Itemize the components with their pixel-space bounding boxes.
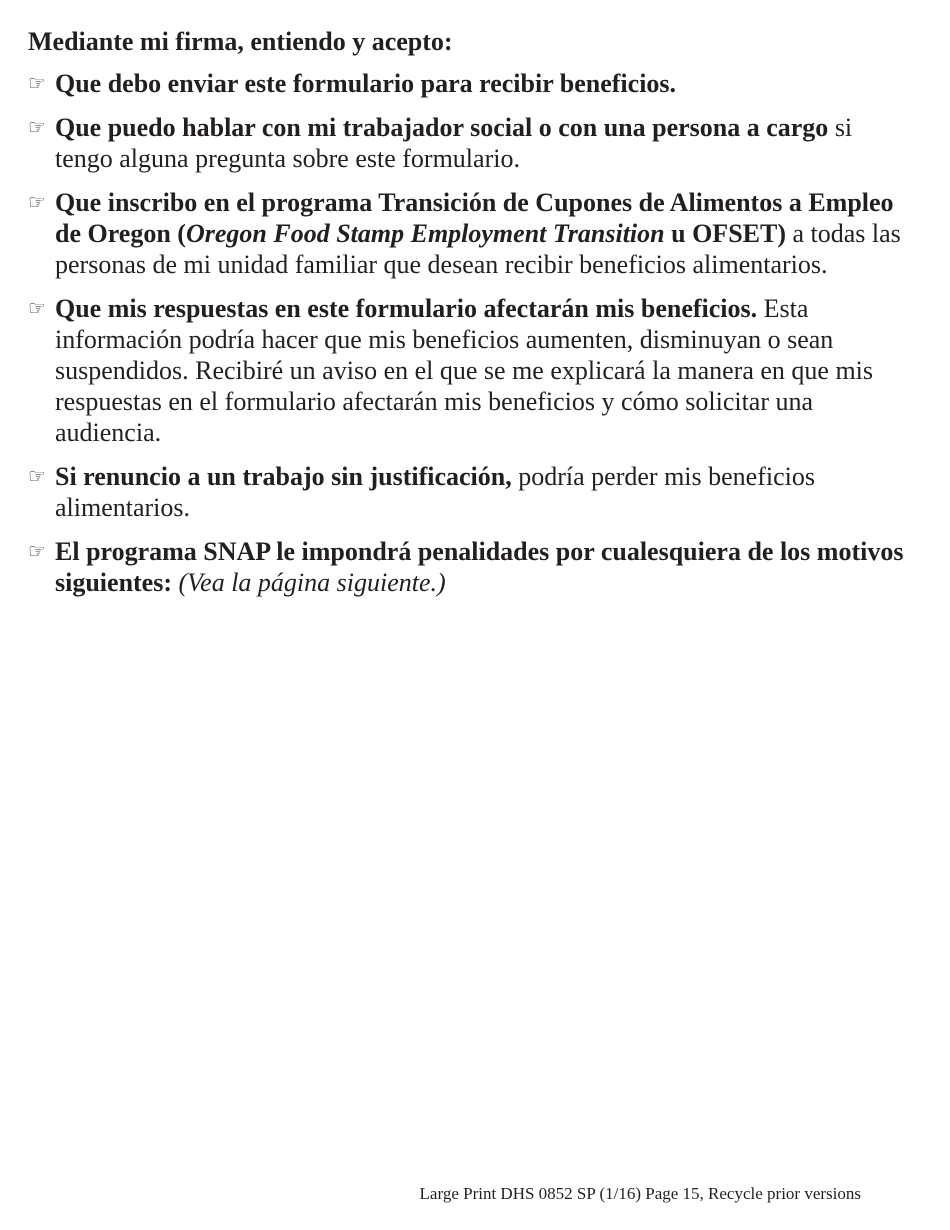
item-bold-italic-text: Oregon Food Stamp Employment Transition: [185, 219, 665, 248]
pointing-hand-icon: ☞: [28, 464, 46, 488]
list-item-submit-form: [28, 68, 908, 99]
list-item-quit-job: [28, 461, 908, 523]
list-item-snap-penalties: [28, 536, 908, 598]
item-italic-text: (Vea la página siguiente.): [172, 568, 446, 597]
document-body: [28, 26, 908, 611]
pointing-hand-icon: ☞: [28, 296, 46, 320]
item-bold-text: Si renuncio a un trabajo sin justificación,: [55, 462, 512, 491]
item-text: Esta información podría hacer que mis beneficios aumenten, disminuyan o sean suspendidos. Recibiré un aviso en el que se me explicará la manera en que mis respuestas en el formulario afectarán mis beneficios y cómo solicitar una audiencia.: [55, 294, 874, 447]
item-text: si tengo alguna pregunta sobre este formulario.: [55, 113, 853, 173]
item-text: podría perder mis beneficios alimentarios.: [55, 462, 815, 522]
page-footer: Large Print DHS 0852 SP (1/16) Page 15, Recycle prior versions: [419, 1184, 861, 1203]
item-text: a todas las personas de mi unidad familiar que desean recibir beneficios alimentarios.: [55, 219, 901, 279]
pointing-hand-icon: ☞: [28, 115, 46, 139]
item-bold-text: Que mis respuestas en este formulario afectarán mis beneficios.: [55, 294, 758, 323]
section-heading: Mediante mi firma, entiendo y acepto:: [28, 27, 453, 56]
pointing-hand-icon: ☞: [28, 539, 46, 563]
item-bold-text: Que debo enviar este formulario para recibir beneficios.: [55, 69, 677, 98]
item-bold-text: El programa SNAP le impondrá penalidades por cualesquiera de los motivos siguientes:: [55, 537, 904, 597]
pointing-hand-icon: ☞: [28, 71, 46, 95]
list-item-ofset-enrollment: [28, 187, 908, 280]
item-bold-text-continued: u OFSET): [664, 219, 786, 248]
item-bold-text: Que inscribo en el programa Transición de Cupones de Alimentos a Empleo de Oregon (: [55, 188, 894, 248]
list-item-answers-affect-benefits: [28, 293, 908, 448]
pointing-hand-icon: ☞: [28, 190, 46, 214]
item-bold-text: Que puedo hablar con mi trabajador social o con una persona a cargo: [55, 113, 829, 142]
list-item-talk-caseworker: [28, 112, 908, 174]
